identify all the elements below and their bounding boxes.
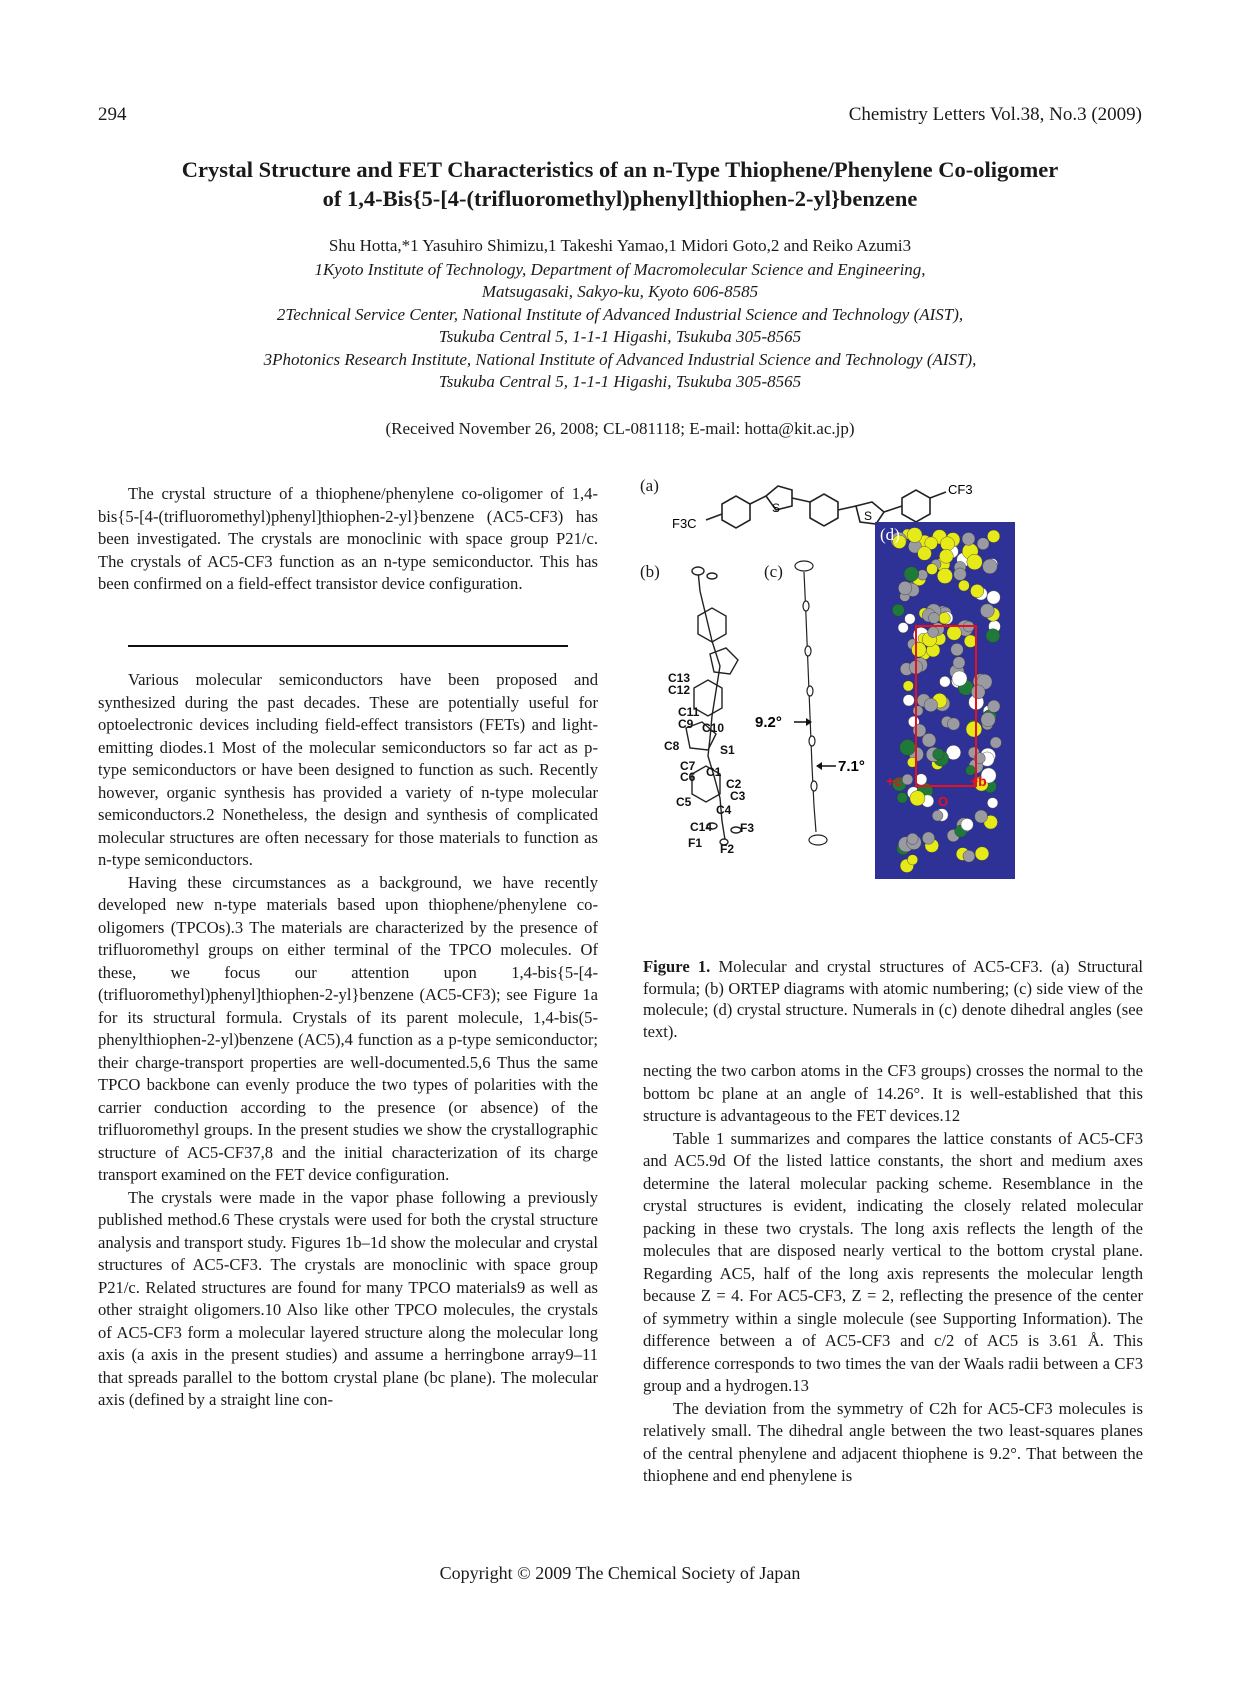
atom-sphere — [983, 559, 998, 574]
page-number: 294 — [98, 104, 127, 125]
affiliation-3-line-2: Tsukuba Central 5, 1-1-1 Higashi, Tsukuba 305-8565 — [438, 372, 802, 391]
received-line: (Received November 26, 2008; CL-081118; E-mail: hotta@kit.ac.jp) — [385, 419, 855, 438]
atom-sphere — [961, 818, 973, 830]
atom-sphere — [988, 700, 1000, 712]
abstract-text: The crystal structure of a thiophene/phenylene co-oligomer of 1,4-bis{5-[4-(trifluoromethyl)phenyl]thiophen-2-yl}benzene (AC5-CF3) has been investigated. The crystals are monoclinic with space group P21/c. The crystals of AC5-CF3 function as an n-type semiconductor. This has been confirmed on a field-effect transistor device configuration. — [98, 484, 598, 593]
atom-label: C13 — [668, 671, 691, 685]
phenylene-ring — [810, 494, 838, 526]
atom-label: C7 — [680, 759, 696, 773]
atom-sphere — [964, 635, 977, 648]
atom-sphere — [987, 591, 1000, 604]
atom-sphere — [977, 538, 989, 550]
atom-sphere — [953, 657, 965, 669]
atom-sphere — [900, 739, 916, 755]
axis-label-origin: O — [938, 794, 949, 809]
atom-sphere — [892, 604, 904, 616]
panel-label-c: (c) — [764, 562, 783, 581]
atom-sphere — [987, 798, 998, 809]
affiliation-3-line-1: 3Photonics Research Institute, National Institute of Advanced Industrial Science and Technology (AIST), — [263, 350, 977, 369]
paragraph: Table 1 summarizes and compares the lattice constants of AC5-CF3 and AC5.9d Of the listed lattice constants, the short and medium axes determine the lateral molecular packing scheme. Resemblance in the crystal structures is evident, indicating the closely related molecular packing in these two crystals. The long axis reflects the length of the molecules that are disposed nearly vertical to the bottom crystal plane. Regarding AC5, half of the long axis represents the molecular length because Z = 4. For AC5-CF3, Z = 2, reflecting the presence of the center of symmetry within a single molecule (see Supporting Information). The difference between a of AC5-CF3 and c/2 of AC5 is 3.61 Å. This difference corresponds to two times the van der Waals radii between a CF3 group and a hydrogen.13 — [643, 1128, 1143, 1395]
atom-sphere — [902, 774, 913, 785]
figure-caption — [643, 956, 1143, 1042]
atom-sphere — [939, 612, 951, 624]
atom-sphere — [922, 733, 936, 747]
caption-label: Figure 1. — [643, 957, 711, 976]
atom-label: F3 — [740, 821, 755, 835]
paragraph: necting the two carbon atoms in the CF3 groups) crosses the normal to the bottom bc plane at an angle of 14.26°. It is well-established that this structure is advantageous to the FET devices.12 — [643, 1061, 1143, 1125]
atom-sphere — [958, 580, 969, 591]
copyright-footer: Copyright © 2009 The Chemical Society of Japan — [439, 1563, 801, 1583]
atom-sphere — [990, 737, 1001, 748]
atom-sphere — [913, 706, 923, 716]
atom-sphere — [967, 554, 983, 570]
title-line-1: Crystal Structure and FET Characteristics of an n-Type Thiophene/Phenylene Co-oligomer — [181, 157, 1059, 182]
atom-sphere — [905, 614, 916, 625]
atom-sphere — [903, 681, 913, 691]
formula-label-f3c: F3C — [672, 516, 697, 531]
atom-label: C11 — [678, 705, 700, 719]
formula-label-s: S — [864, 509, 873, 523]
atom-sphere — [922, 832, 934, 844]
atom-sphere — [907, 528, 922, 543]
atom-label: C14 — [690, 820, 713, 834]
atom-sphere — [916, 774, 927, 785]
angle-label: 7.1° — [838, 758, 865, 775]
affiliation-1-line-2: Matsugasaki, Sakyo-ku, Kyoto 606-8585 — [481, 282, 759, 301]
phenylene-ring — [722, 496, 750, 528]
atom-sphere — [913, 724, 926, 737]
atom-sphere — [971, 685, 985, 699]
abstract — [98, 483, 598, 596]
atom-label: F2 — [720, 842, 735, 856]
atom-sphere — [975, 847, 989, 861]
atom-sphere — [947, 718, 959, 730]
side-view — [795, 561, 827, 845]
atom-label: C8 — [664, 739, 680, 753]
abstract-divider — [128, 645, 568, 647]
title-line-2: of 1,4-Bis{5-[4-(trifluoromethyl)phenyl]thiophen-2-yl}benzene — [322, 186, 918, 211]
atom-label: C3 — [730, 789, 746, 803]
atom-label: C9 — [678, 717, 694, 731]
atom-label: C1 — [706, 765, 722, 779]
atom-labels — [664, 671, 754, 856]
atom-label: C5 — [676, 795, 692, 809]
atom-sphere — [928, 627, 939, 638]
panel-label-d: (d) — [880, 525, 900, 544]
body-right-column — [643, 1060, 1143, 1488]
atom-sphere — [980, 604, 994, 618]
atom-sphere — [903, 695, 914, 706]
atom-sphere — [927, 564, 938, 575]
atom-sphere — [952, 671, 967, 686]
structural-formula — [706, 486, 946, 528]
figure-graphic — [640, 476, 1145, 941]
atom-sphere — [940, 537, 954, 551]
atom-sphere — [966, 721, 982, 737]
crystal-structure-panel — [875, 522, 1015, 879]
atom-sphere — [975, 810, 988, 823]
atom-sphere — [907, 833, 918, 844]
axis-label-c: +c — [886, 773, 902, 789]
axis-label-b: +b — [970, 773, 987, 789]
paragraph: Having these circumstances as a background, we have recently developed new n-type materials based upon thiophene/phenylene co-oligomers (TPCOs).3 The materials are characterized by the presence of trifluoromethyl groups on either terminal of the TPCO molecules. Of these, we focus our attention upon 1,4-bis{5-[4-(trifluoromethyl)phenyl]thiophen-2-yl}benzene (AC5-CF3); see Figure 1a for its structural formula. Crystals of its parent molecule, 1,4-bis(5-phenylthiophen-2-yl)benzene (AC5),4 function as a p-type semiconductor; their charge-transport properties are well-documented.5,6 Thus the same TPCO backbone can evenly produce the two types of polarities with the carrier conduction according to the presence (or absence) of the trifluoromethyl groups. In the present studies we show the crystallographic structure of AC5-CF37,8 and the initial characterization of its charge transport examined on the FET device configuration. — [98, 872, 598, 1184]
atom-sphere — [898, 623, 908, 633]
atom-sphere — [987, 530, 1000, 543]
atom-sphere — [929, 613, 940, 624]
atom-sphere — [962, 532, 975, 545]
atom-sphere — [933, 749, 944, 760]
atom-sphere — [954, 568, 967, 581]
formula-label-s: S — [772, 501, 781, 515]
affiliation-2-line-1: 2Technical Service Center, National Institute of Advanced Industrial Science and Technology (AIST), — [276, 305, 964, 324]
article-title — [90, 155, 1150, 213]
paragraph: Various molecular semiconductors have been proposed and synthesized during the past decades. These are potentially useful for optoelectronic devices including field-effect transistors (FETs) and light-emitting diodes.1 Most of the molecular semiconductors so far act as p-type semiconductors or have been designed to function as such. Recently however, organic synthesis has provided a variety of n-type molecular semiconductors.2 Nonetheless, the design and synthesis of complicated molecular structures are often necessary for those materials to function as n-type semiconductors. — [98, 670, 598, 869]
atom-sphere — [937, 568, 952, 583]
phenylene-ring — [902, 490, 930, 522]
atom-sphere — [963, 850, 975, 862]
atom-sphere — [910, 791, 925, 806]
journal-header: Chemistry Letters Vol.38, No.3 (2009) — [848, 104, 1142, 125]
atom-label: C4 — [716, 803, 732, 817]
atom-sphere — [981, 712, 996, 727]
atom-sphere — [951, 643, 964, 656]
body-left-column — [98, 669, 598, 1412]
atom-sphere — [947, 626, 962, 641]
atom-sphere — [898, 581, 912, 595]
affiliation-2-line-2: Tsukuba Central 5, 1-1-1 Higashi, Tsukuba 305-8565 — [438, 327, 802, 346]
panel-label-a: (a) — [640, 476, 659, 495]
panel-label-b: (b) — [640, 562, 660, 581]
paragraph: The crystals were made in the vapor phase following a previously published method.6 These crystals were used for both the crystal structure analysis and transport study. Figures 1b–1d show the molecular and crystal structures of AC5-CF3. The crystals are monoclinic with space group P21/c. Related structures are found for many TPCO materials9 as well as other straight oligomers.10 Also like other TPCO molecules, the crystals of AC5-CF3 form a molecular layered structure along the molecular long axis (a axis in the present studies) and assume a herringbone array9–11 that spreads parallel to the bottom crystal plane (bc plane). The molecular axis (defined by a straight line con- — [98, 1187, 598, 1409]
atom-sphere — [986, 629, 1000, 643]
atom-label: F1 — [688, 836, 703, 850]
atom-sphere — [904, 567, 919, 582]
atom-sphere — [970, 584, 983, 597]
formula-label-cf3: CF3 — [948, 482, 973, 497]
affiliation-1-line-1: 1Kyoto Institute of Technology, Department of Macromolecular Science and Engineering, — [314, 260, 926, 279]
caption-text: Molecular and crystal structures of AC5-CF3. (a) Structural formula; (b) ORTEP diagrams with atomic numbering; (c) side view of the molecule; (d) crystal structure. Numerals in (c) denote dihedral angles (see text). — [643, 957, 1144, 1041]
atom-label: S1 — [720, 743, 735, 757]
atom-label: C2 — [726, 777, 742, 791]
atom-label: C10 — [702, 721, 725, 735]
atom-sphere — [939, 549, 953, 563]
atom-sphere — [940, 676, 951, 687]
atom-sphere — [924, 698, 938, 712]
atom-sphere — [932, 810, 943, 821]
atom-sphere — [918, 546, 932, 560]
paragraph: The deviation from the symmetry of C2h for AC5-CF3 molecules is relatively small. The dihedral angle between the two least-squares planes of the central phenylene and adjacent thiophene is 9.2°. That between the thiophene and end phenylene is — [643, 1398, 1143, 1485]
atom-label: C6 — [680, 770, 696, 784]
atom-sphere — [912, 642, 927, 657]
author-list: Shu Hotta,*1 Yasuhiro Shimizu,1 Takeshi Yamao,1 Midori Goto,2 and Reiko Azumi3 — [328, 236, 912, 255]
figure-1 — [640, 476, 1145, 941]
angle-label: 9.2° — [755, 714, 782, 731]
atom-sphere — [907, 855, 917, 865]
atom-label: C12 — [668, 683, 691, 697]
atom-sphere — [897, 793, 908, 804]
